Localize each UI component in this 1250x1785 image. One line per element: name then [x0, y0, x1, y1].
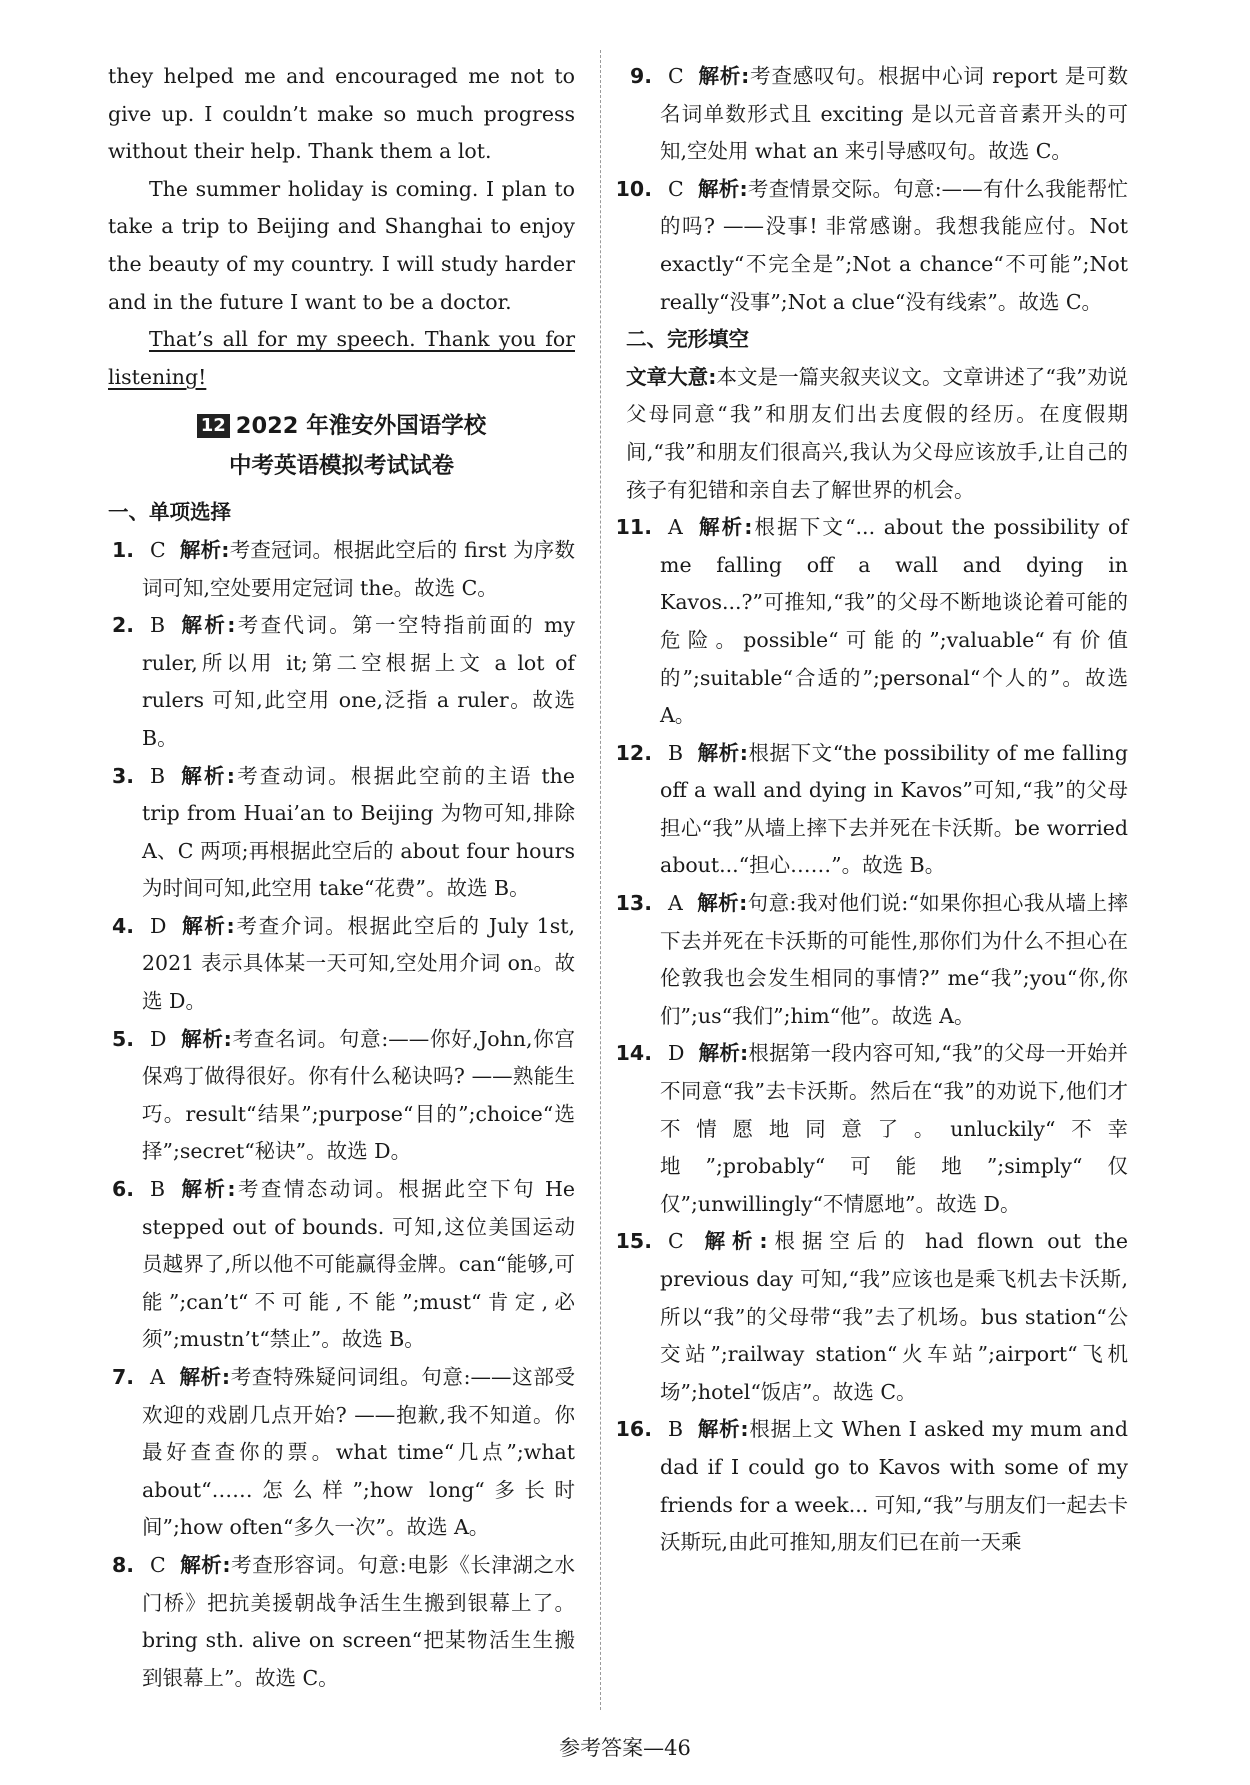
item-answer: B	[668, 740, 684, 765]
analysis-label: 解析:	[180, 1026, 232, 1051]
answer-item	[108, 532, 575, 607]
intro-paragraph-1: they helped me and encouraged me not to give up. I couldn’t make so much progress without their help. Thank them a lot.	[108, 64, 575, 164]
answer-item	[108, 908, 575, 1021]
answer-item	[615, 1035, 1128, 1223]
closing-line: That’s all for my speech. Thank you for listening!	[108, 327, 575, 389]
item-answer: D	[668, 1041, 685, 1066]
item-number: 16.	[615, 1417, 652, 1442]
item-number: 1.	[111, 537, 134, 562]
analysis-label: 解析:	[697, 1417, 749, 1442]
answer-item	[615, 735, 1128, 885]
exam-title-text-1: 2022 年淮安外国语学校	[235, 413, 487, 440]
item-explanation: 根据第一段内容可知,“我”的父母一开始并不同意“我”去卡沃斯。然后在“我”的劝说下,他们才不情愿地同意了。unluckily“不幸地”;probably“可能地”;simply“仅仅”;unwillingly“不情愿地”。故选 D。	[660, 1041, 1128, 1216]
exam-title-line-1	[108, 406, 575, 446]
item-number: 11.	[615, 515, 652, 540]
item-explanation: 考查情态动词。根据此空下句 He stepped out of bounds. 可知,这位美国运动员越界了,所以他不可能赢得金牌。can“能够,可能”;can’t“不可能,不能”;must“肯定,必须”;mustn’t“禁止”。故选 B。	[142, 1177, 575, 1352]
answer-item	[108, 1547, 575, 1697]
analysis-label: 解析:	[697, 64, 750, 88]
analysis-label: 解析:	[697, 1229, 768, 1254]
answer-item	[615, 509, 1128, 735]
item-number: 15.	[615, 1229, 652, 1254]
right-column	[615, 58, 1129, 1562]
item-number: 4.	[111, 913, 134, 938]
answer-item	[108, 758, 575, 908]
item-number: 10.	[615, 176, 652, 201]
analysis-label: 解析:	[697, 740, 748, 765]
analysis-label: 解析:	[179, 763, 235, 788]
article-summary	[626, 359, 1128, 509]
item-answer: B	[150, 1177, 166, 1202]
item-answer: A	[150, 1365, 165, 1389]
intro-paragraph-3	[108, 321, 575, 396]
answer-item	[108, 1359, 575, 1547]
item-answer: C	[668, 64, 684, 88]
answer-item	[626, 58, 1128, 171]
analysis-label: 解析:	[696, 515, 753, 540]
item-answer: A	[668, 515, 683, 540]
item-number: 7.	[111, 1365, 134, 1389]
answer-item	[615, 1411, 1129, 1561]
item-explanation: 考查形容词。句意:电影《长津湖之水门桥》把抗美援朝战争活生生搬到银幕上了。bring sth. alive on screen“把某物活生生搬到银幕上”。故选 C。	[142, 1552, 576, 1690]
item-answer: B	[668, 1417, 684, 1442]
item-number: 2.	[111, 613, 134, 638]
exam-title	[108, 406, 575, 486]
item-answer: B	[150, 613, 166, 638]
item-explanation: 根据空后的 had flown out the previous day 可知,“我”应该也是乘飞机去卡沃斯,所以“我”的父母带“我”去了机场。bus station“公交站”;railway station“火车站”;airport“飞机场”;hotel“饭店”。故选 C。	[660, 1229, 1129, 1404]
item-explanation: 根据下文“... about the possibility of me falling off a wall and dying in Kavos...?”可推知,“我”的父母不断地谈论着可能的危险。possible“可能的”;valuable“有价值的”;suitable“合适的”;personal“个人的”。故选 A。	[660, 515, 1128, 728]
item-explanation: 句意:我对他们说:“如果你担心我从墙上摔下去并死在卡沃斯的可能性,那你们为什么不担心在伦敦我也会发生相同的事情?” me“我”;you“你,你们”;us“我们”;him“他”。故选 A。	[660, 891, 1128, 1028]
exam-title-line-2: 中考英语模拟考试试卷	[228, 453, 454, 480]
item-explanation: 考查介词。根据此空后的 July 1st, 2021 表示具体某一天可知,空处用介词 on。故选 D。	[142, 913, 575, 1014]
item-answer: C	[150, 1552, 166, 1577]
analysis-label: 解析:	[696, 891, 748, 916]
page-footer: 参考答案—46	[559, 1736, 691, 1760]
summary-text: 本文是一篇夹叙夹议文。文章讲述了“我”劝说父母同意“我”和朋友们出去度假的经历。在度假期间,“我”和朋友们很高兴,我认为父母应该放手,让自己的孩子有犯错和亲自去了解世界的机会。	[626, 364, 1128, 502]
item-number: 13.	[615, 891, 652, 916]
item-answer: C	[668, 176, 684, 201]
analysis-label: 解析:	[179, 613, 236, 638]
analysis-label: 解析:	[179, 1177, 236, 1202]
exam-number-badge: 12	[197, 414, 230, 438]
answer-item	[108, 1171, 575, 1359]
item-explanation: 根据下文“the possibility of me falling off a wall and dying in Kavos”可知,“我”的父母担心“我”从墙上摔下去并死在卡沃斯。be worried about...“担心……”。故选 B。	[660, 740, 1128, 878]
item-explanation: 考查名词。句意:——你好,John,你宫保鸡丁做得很好。你有什么秘诀吗? ——熟能生巧。result“结果”;purpose“目的”;choice“选择”;secret“秘诀”。故选 D。	[142, 1026, 576, 1164]
answer-item	[108, 607, 575, 757]
item-explanation: 考查感叹句。根据中心词 report 是可数名词单数形式且 exciting 是以元音音素开头的可知,空处用 what an 来引导感叹句。故选 C。	[660, 64, 1128, 164]
item-answer: D	[150, 913, 167, 938]
analysis-label: 解析:	[179, 537, 230, 562]
answer-item	[615, 1223, 1129, 1411]
item-answer: C	[668, 1229, 684, 1254]
column-divider	[600, 50, 601, 1710]
section-heading-cloze: 二、完形填空	[626, 327, 749, 352]
analysis-label: 解析:	[698, 1041, 749, 1066]
section-heading-single-choice: 一、单项选择	[108, 500, 231, 525]
analysis-label: 解析:	[179, 1552, 231, 1577]
item-explanation: 考查冠词。根据此空后的 first 为序数词可知,空处要用定冠词 the。故选 C。	[142, 537, 575, 600]
item-explanation: 考查动词。根据此空前的主语 the trip from Huai’an to Beijing 为物可知,排除 A、C 两项;再根据此空后的 about four hours 为时间可知,此空用 take“花费”。故选 B。	[142, 763, 575, 901]
item-number: 8.	[111, 1552, 134, 1577]
left-column	[108, 58, 575, 1697]
analysis-label: 解析:	[178, 1365, 231, 1389]
item-number: 14.	[615, 1041, 652, 1066]
answer-item	[615, 171, 1129, 321]
answer-item	[108, 1021, 575, 1171]
analysis-label: 解析:	[697, 176, 748, 201]
item-number: 3.	[111, 763, 134, 788]
intro-paragraph-2: The summer holiday is coming. I plan to take a trip to Beijing and Shanghai to enjoy the beauty of my country. I will study harder and in the future I want to be a doctor.	[108, 176, 575, 314]
analysis-label: 解析:	[180, 913, 235, 938]
item-answer: D	[150, 1026, 167, 1051]
item-number: 5.	[111, 1026, 134, 1051]
item-answer: B	[150, 763, 166, 788]
item-number: 6.	[111, 1177, 134, 1202]
item-explanation: 根据上文 When I asked my mum and dad if I could go to Kavos with some of my friends for a week... 可知,“我”与朋友们一起去卡沃斯玩,由此可推知,朋友们已在前一天乘	[660, 1417, 1129, 1555]
item-number: 9.	[629, 64, 652, 88]
item-explanation: 考查特殊疑问词组。句意:——这部受欢迎的戏剧几点开始? ——抱歉,我不知道。你最好查查你的票。what time“几点”;what about“……怎么样”;how long“多长时间”;how often“多久一次”。故选 A。	[142, 1365, 576, 1540]
item-answer: A	[668, 891, 683, 916]
item-number: 12.	[615, 740, 652, 765]
item-explanation: 考查代词。第一空特指前面的 my ruler,所以用 it;第二空根据上文 a lot of rulers 可知,此空用 one,泛指 a ruler。故选 B。	[142, 613, 575, 750]
item-explanation: 考查情景交际。句意:——有什么我能帮忙的吗? ——没事! 非常感谢。我想我能应付。Not exactly“不完全是”;Not a chance“不可能”;Not really“没事”;Not a clue“没有线索”。故选 C。	[660, 176, 1129, 314]
summary-label: 文章大意:	[626, 364, 717, 389]
answer-item	[615, 885, 1128, 1035]
item-answer: C	[150, 537, 166, 562]
